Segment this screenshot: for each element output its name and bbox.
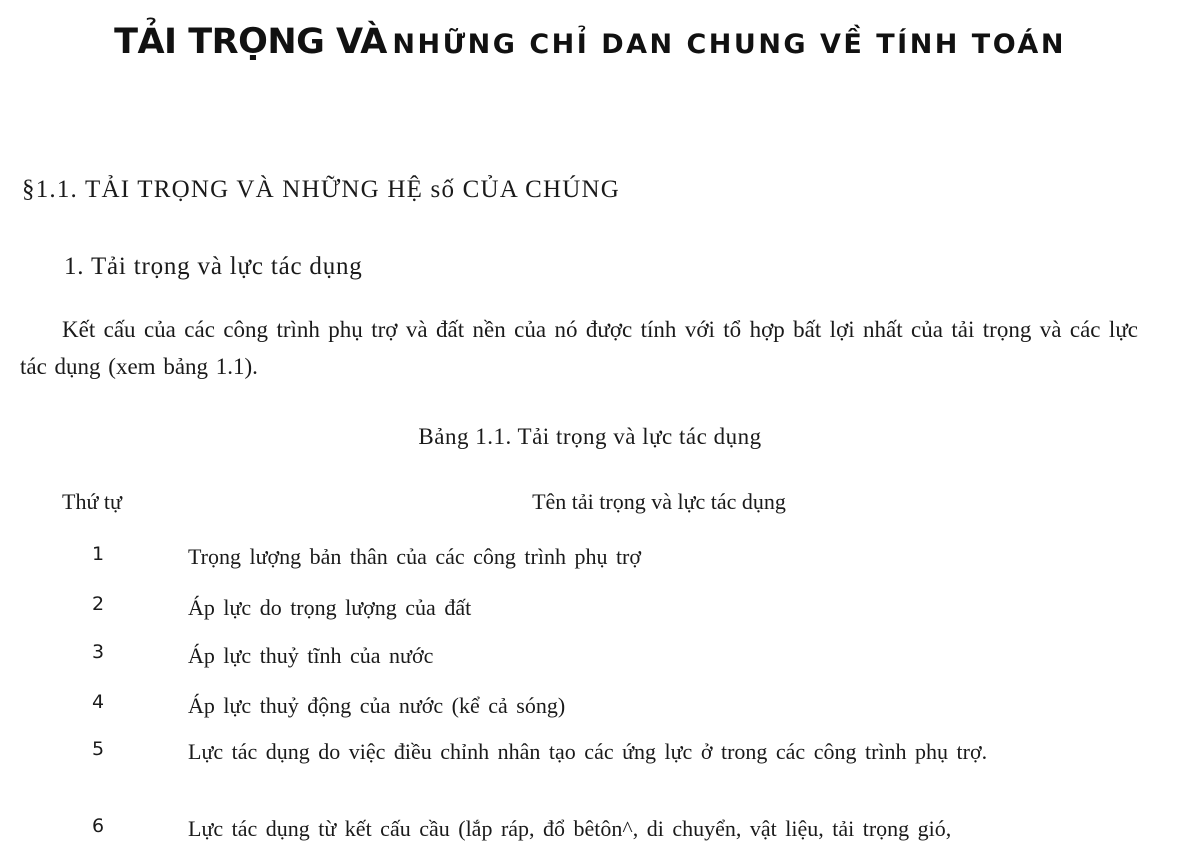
row-text: Lực tác dụng do việc điều chỉnh nhân tạo các ứng lực ở trong các công trình phụ trợ. <box>188 739 988 764</box>
row-number: 4 <box>91 691 105 713</box>
table-caption: Bảng 1.1. Tải trọng và lực tác dụng <box>418 424 762 449</box>
row-number: 3 <box>91 641 105 663</box>
body-paragraph: Kết cấu của các công trình phụ trợ và đất nền của nó được tính với tổ hợp bất lợi nhất của tải trọng và các lực tác dụng (xem bảng 1.1). <box>20 317 1138 379</box>
table-header-load-name: Tên tải trọng và lực tác dụng <box>532 489 786 514</box>
subsection-heading: 1. Tải trọng và lực tác dụng <box>64 253 363 280</box>
table-header-order: Thứ tự <box>62 489 122 514</box>
row-text: Trọng lượng bản thân của các công trình phụ trợ <box>188 544 642 569</box>
row-number: 5 <box>91 738 105 760</box>
row-number: 1 <box>91 543 105 565</box>
page-title-part2: NHỮNG CHỈ DAN CHUNG VỀ TÍNH TOÁN <box>392 29 1066 60</box>
section-heading: §1.1. TẢI TRỌNG VÀ NHỮNG HỆ số CỦA CHÚNG <box>22 176 620 203</box>
page-title-part1: TẢI TRỌNG VÀ <box>114 22 387 62</box>
row-number: 6 <box>91 815 105 837</box>
row-text: Lực tác dụng từ kết cấu cầu (lắp ráp, đổ bêtôn^, di chuyển, vật liệu, tải trọng gió, <box>188 816 952 841</box>
row-text: Áp lực do trọng lượng của đất <box>188 595 472 620</box>
page-title <box>0 22 1180 62</box>
row-text: Áp lực thuỷ tĩnh của nước <box>188 643 434 668</box>
row-text: Áp lực thuỷ động của nước (kể cả sóng) <box>188 693 566 718</box>
row-number: 2 <box>91 593 105 615</box>
